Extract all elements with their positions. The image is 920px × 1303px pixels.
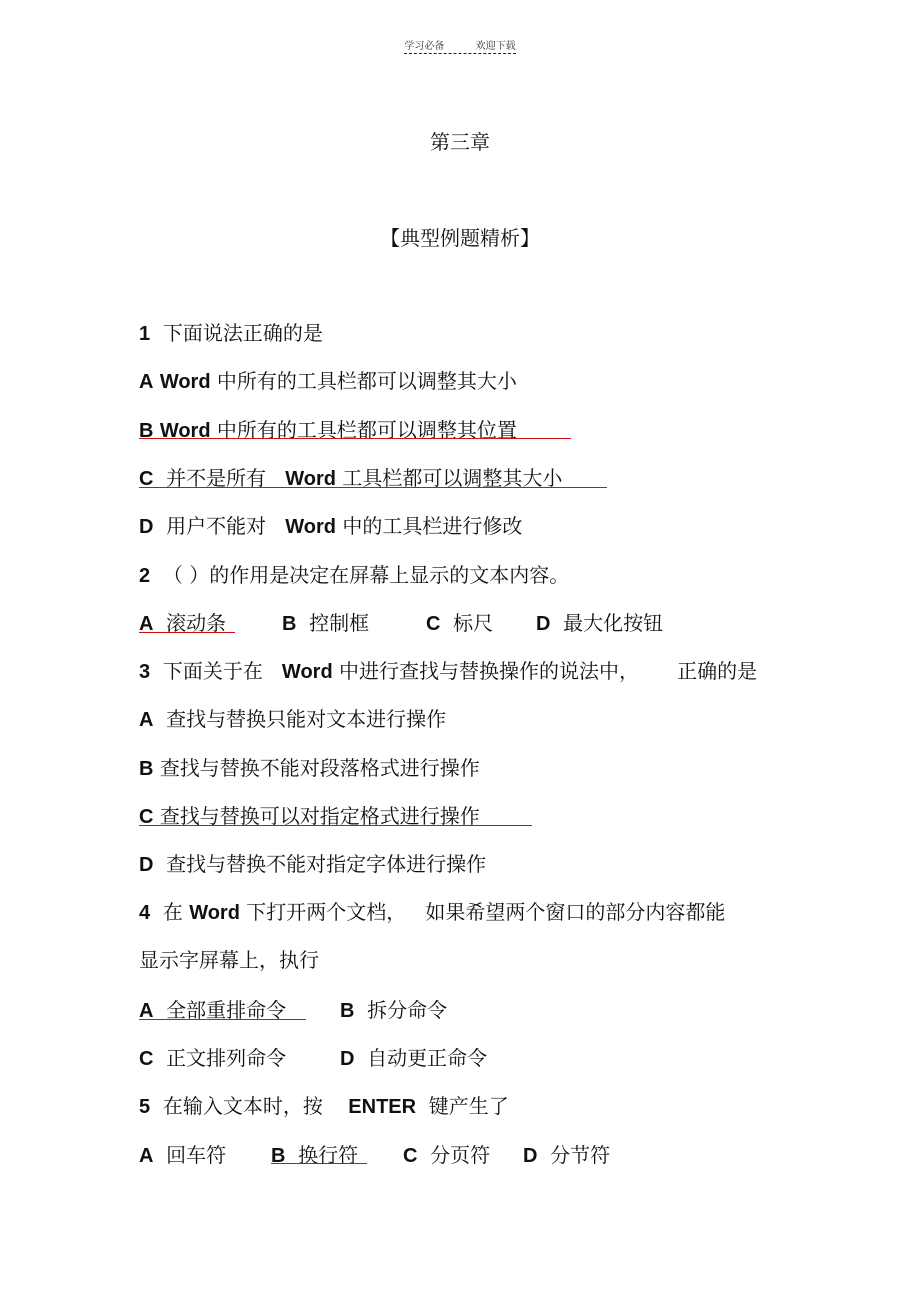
question-text: 下面关于在	[162, 659, 263, 683]
option-text: 全部重排命令	[166, 998, 287, 1022]
header-right: 欢迎下载	[475, 41, 516, 52]
option-text: 控制框	[309, 611, 370, 635]
option-text: 查找与替换只能对文本进行操作	[166, 707, 447, 731]
question-number: 1	[139, 323, 151, 345]
question-number: 2	[139, 565, 151, 587]
q5-option-a	[139, 1143, 226, 1168]
option-key: B	[340, 1000, 355, 1022]
q5-options	[139, 1143, 639, 1169]
option-text: 回车符	[166, 1143, 227, 1167]
option-text: 最大化按钮	[563, 611, 664, 635]
option-key: C	[403, 1145, 418, 1167]
q2-option-c	[426, 611, 493, 636]
q4-option-d	[340, 1046, 487, 1071]
q5-option-d	[523, 1143, 610, 1168]
question-text: 中进行查找与替换操作的说法中，	[339, 659, 640, 683]
option-text: 查找与替换不能对段落格式进行操作	[159, 756, 480, 780]
option-text: 查找与替换不能对指定字体进行操作	[166, 852, 487, 876]
option-key: C	[426, 613, 441, 635]
header-rule	[404, 53, 516, 54]
option-key: D	[536, 613, 551, 635]
answer-underline	[139, 632, 235, 633]
question-text: 下打开两个文档，	[246, 900, 407, 924]
page-header	[0, 37, 920, 52]
question-text: （ ）的作用是决定在屏幕上显示的文本内容。	[162, 563, 570, 587]
section-title: 【典型例题精析】	[380, 226, 540, 250]
q4-option-b	[340, 998, 447, 1023]
option-text: 自动更正命令	[367, 1046, 488, 1070]
question-text: 键产生了	[428, 1094, 509, 1118]
question-5	[139, 1094, 509, 1119]
question-1	[139, 321, 323, 346]
option-key: B	[282, 613, 297, 635]
question-text: 在输入文本时，按	[162, 1094, 323, 1118]
option-key: D	[340, 1048, 355, 1070]
question-2	[139, 563, 569, 588]
q2-options	[139, 611, 699, 637]
option-key: C	[139, 468, 154, 490]
answer-underline	[139, 825, 532, 826]
question-number: 3	[139, 661, 151, 683]
q3-option-a	[139, 707, 446, 732]
answer-underline	[271, 1163, 367, 1164]
question-3	[139, 659, 757, 684]
question-word: Word	[281, 661, 333, 683]
q4-option-c	[139, 1046, 286, 1071]
option-key: C	[139, 806, 154, 828]
option-text: 正文排列命令	[166, 1046, 287, 1070]
option-text: 换行符	[298, 1143, 359, 1167]
option-text: 工具栏都可以调整其大小	[342, 466, 563, 490]
q4-options-row-1	[139, 998, 539, 1024]
option-word: Word	[159, 420, 211, 442]
option-text: 并不是所有	[166, 466, 267, 490]
option-key: D	[523, 1145, 538, 1167]
q3-option-b	[139, 756, 480, 781]
option-key: B	[139, 420, 154, 442]
option-key: A	[139, 371, 154, 393]
option-key: A	[139, 709, 154, 731]
option-text: 用户不能对	[166, 514, 267, 538]
answer-underline	[139, 487, 607, 488]
answer-underline	[139, 438, 571, 439]
option-word: Word	[159, 371, 211, 393]
option-text: 中所有的工具栏都可以调整其位置	[216, 418, 517, 442]
question-text: 在	[162, 900, 183, 924]
question-4-continued: 显示字屏幕上，执行	[139, 948, 319, 972]
option-text: 中所有的工具栏都可以调整其大小	[216, 369, 517, 393]
option-key: B	[139, 758, 154, 780]
question-number: 5	[139, 1096, 151, 1118]
answer-underline	[139, 1019, 306, 1020]
question-text: 下面说法正确的是	[162, 321, 323, 345]
option-text: 标尺	[453, 611, 494, 635]
q5-option-b	[271, 1143, 358, 1168]
q2-option-d	[536, 611, 663, 636]
q2-option-b	[282, 611, 369, 636]
header-left: 学习必备	[404, 41, 445, 52]
option-text: 拆分命令	[367, 998, 448, 1022]
option-text: 分节符	[550, 1143, 611, 1167]
option-text: 查找与替换可以对指定格式进行操作	[159, 804, 480, 828]
option-key: A	[139, 1000, 154, 1022]
option-text: 滚动条	[166, 611, 227, 635]
q4-options-row-2	[139, 1046, 539, 1072]
option-key: B	[271, 1145, 286, 1167]
q1-option-b	[139, 418, 517, 443]
q1-option-d	[139, 514, 522, 539]
question-4	[139, 900, 725, 925]
option-text: 中的工具栏进行修改	[342, 514, 523, 538]
option-key: D	[139, 854, 154, 876]
question-number: 4	[139, 902, 151, 924]
option-key: A	[139, 613, 154, 635]
option-key: D	[139, 516, 154, 538]
chapter-title: 第三章	[430, 130, 490, 154]
option-text: 分页符	[430, 1143, 491, 1167]
question-word: Word	[189, 902, 240, 924]
option-key: C	[139, 1048, 154, 1070]
question-text: 如果希望两个窗口的部分内容都能	[425, 900, 726, 924]
option-word: Word	[285, 516, 336, 538]
option-key: A	[139, 1145, 154, 1167]
q5-option-c	[403, 1143, 490, 1168]
option-word: Word	[285, 468, 336, 490]
question-word: ENTER	[348, 1096, 417, 1118]
question-text: 正确的是	[677, 659, 758, 683]
q1-option-a	[139, 369, 517, 394]
q3-option-d	[139, 852, 486, 877]
